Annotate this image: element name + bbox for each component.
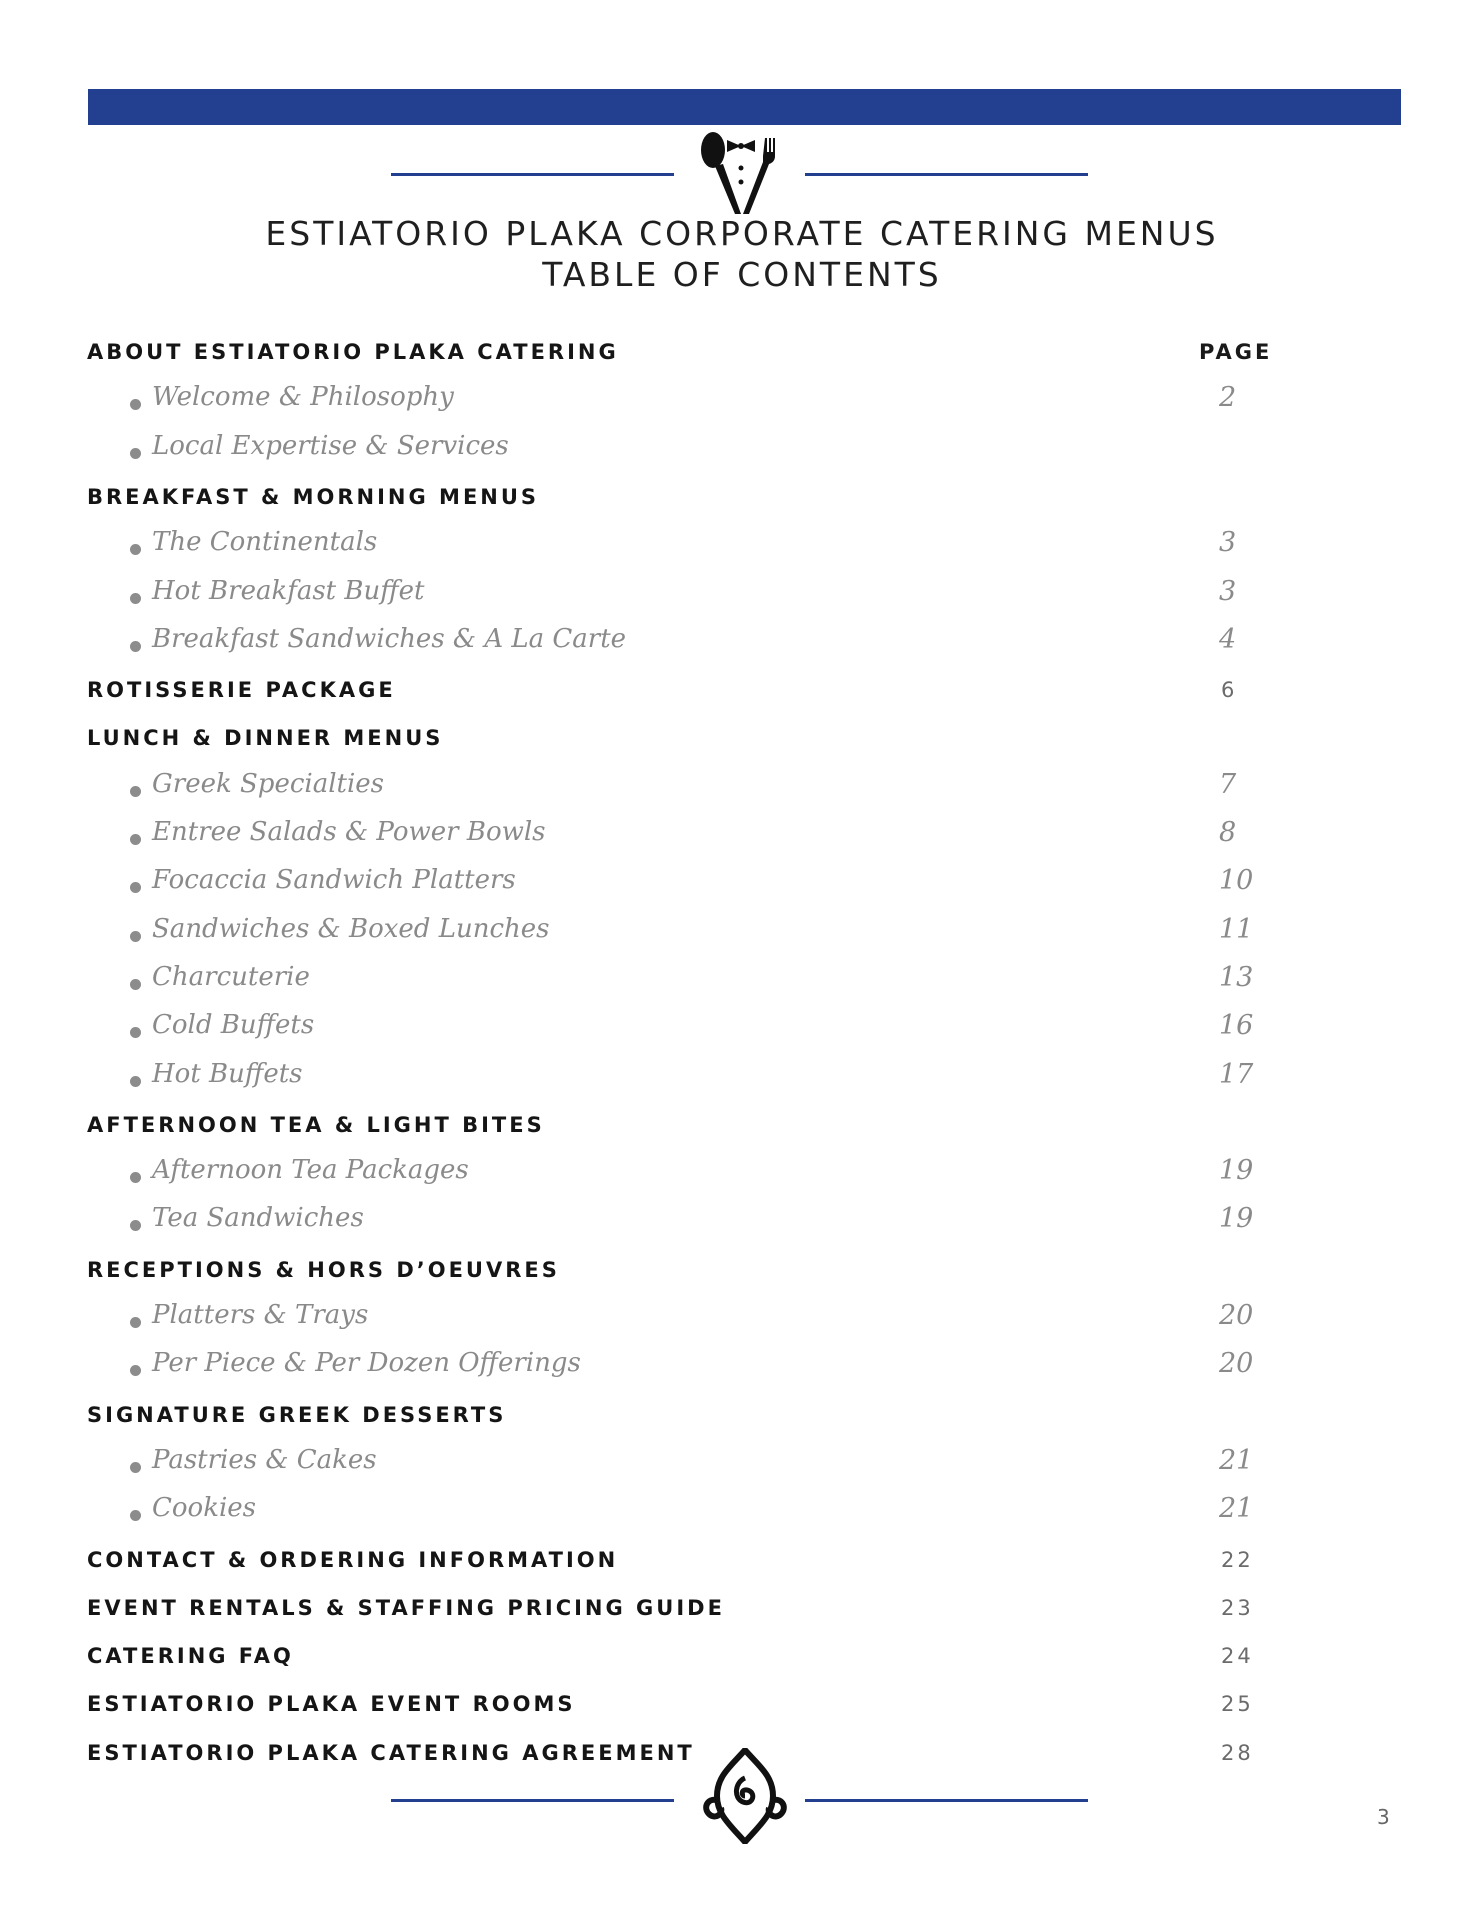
document-title: ESTIATORIO PLAKA CORPORATE CATERING MENUS xyxy=(265,214,1219,253)
toc-item-row xyxy=(0,1348,1484,1394)
toc-item-title: Per Piece & Per Dozen Offerings xyxy=(152,1348,581,1379)
toc-item-row xyxy=(0,1058,1484,1105)
bullet-icon xyxy=(130,1365,141,1376)
toc-section-row xyxy=(0,678,1484,718)
toc-item-page: 11 xyxy=(1219,913,1254,945)
toc-item-title: Tea Sandwiches xyxy=(152,1203,364,1234)
bullet-icon xyxy=(130,1510,141,1521)
toc-item-title: Hot Buffets xyxy=(152,1058,303,1089)
bullet-icon xyxy=(130,979,141,990)
bullet-icon xyxy=(130,641,141,652)
toc-item-title: The Continentals xyxy=(152,527,378,558)
bullet-icon xyxy=(130,1076,141,1087)
toc-item-row xyxy=(0,575,1484,622)
bullet-icon xyxy=(130,1172,141,1183)
toc-section-page: 28 xyxy=(1221,1740,1254,1765)
toc-item-page: 7 xyxy=(1219,768,1237,800)
toc-item-title: Cookies xyxy=(152,1493,256,1524)
toc-section-row xyxy=(0,485,1484,525)
bottom-left-rule xyxy=(391,1799,674,1802)
toc-item-row xyxy=(0,623,1484,670)
page-column-header: PAGE xyxy=(1199,340,1273,364)
toc-section-row xyxy=(0,1403,1484,1443)
page-number: 3 xyxy=(1377,1805,1390,1829)
toc-item-title: Welcome & Philosophy xyxy=(152,382,454,413)
toc-section-title: CONTACT & ORDERING INFORMATION xyxy=(87,1547,619,1572)
toc-item-title: Entree Salads & Power Bowls xyxy=(152,817,546,847)
toc-item-page: 20 xyxy=(1219,1348,1254,1380)
toc-section-row xyxy=(0,340,1484,380)
document-subtitle: TABLE OF CONTENTS xyxy=(542,255,942,294)
greek-swirl-ornament-icon xyxy=(701,1748,789,1844)
toc-item-page: 8 xyxy=(1219,817,1237,848)
toc-item-page: 13 xyxy=(1219,961,1254,993)
toc-section-title: ESTIATORIO PLAKA EVENT ROOMS xyxy=(87,1692,576,1717)
toc-section-title: SIGNATURE GREEK DESSERTS xyxy=(87,1402,507,1427)
toc-section-title: ESTIATORIO PLAKA CATERING AGREEMENT xyxy=(87,1740,695,1765)
toc-section-title: AFTERNOON TEA & LIGHT BITES xyxy=(87,1112,545,1137)
toc-item-row xyxy=(0,913,1484,960)
toc-item-page: 17 xyxy=(1219,1058,1254,1090)
toc-section-page: 24 xyxy=(1221,1644,1254,1669)
bullet-icon xyxy=(130,1462,141,1473)
toc-section-title: ABOUT ESTIATORIO PLAKA CATERING xyxy=(87,340,619,364)
bullet-icon xyxy=(130,593,141,604)
bottom-right-rule xyxy=(805,1799,1088,1802)
toc-item-row xyxy=(0,1493,1484,1539)
bullet-icon xyxy=(130,834,141,845)
bullet-icon xyxy=(130,399,141,410)
toc-section-row xyxy=(0,1692,1484,1732)
toc-item-page: 21 xyxy=(1219,1444,1254,1476)
toc-item-page: 19 xyxy=(1219,1203,1254,1235)
toc-item-page: 16 xyxy=(1219,1010,1254,1042)
toc-item-page: 10 xyxy=(1219,865,1254,897)
bullet-icon xyxy=(130,882,141,893)
toc-section-row xyxy=(0,1644,1484,1684)
bullet-icon xyxy=(130,1220,141,1231)
toc-item-row xyxy=(0,961,1484,1008)
toc-section-title: EVENT RENTALS & STAFFING PRICING GUIDE xyxy=(87,1595,725,1620)
toc-item-row xyxy=(0,527,1484,573)
toc-item-row xyxy=(0,1155,1484,1201)
toc-section-row xyxy=(0,1113,1484,1153)
toc-item-row xyxy=(0,865,1484,911)
toc-item-row xyxy=(0,430,1484,477)
toc-item-page: 4 xyxy=(1219,623,1237,655)
toc-section-row xyxy=(0,1596,1484,1636)
toc-item-title: Afternoon Tea Packages xyxy=(152,1155,469,1186)
toc-section-title: CATERING FAQ xyxy=(87,1644,294,1669)
toc-item-title: Breakfast Sandwiches & A La Carte xyxy=(152,623,627,654)
bullet-icon xyxy=(130,786,141,797)
bullet-icon xyxy=(130,448,141,459)
toc-item-title: Platters & Trays xyxy=(152,1300,369,1330)
toc-section-row xyxy=(0,1548,1484,1588)
toc-item-page: 19 xyxy=(1219,1155,1254,1187)
toc-item-title: Greek Specialties xyxy=(152,768,385,799)
toc-section-title: RECEPTIONS & HORS D’OEUVRES xyxy=(87,1257,560,1282)
toc-item-title: Pastries & Cakes xyxy=(152,1444,377,1475)
bullet-icon xyxy=(130,1317,141,1328)
toc-section-page: 22 xyxy=(1221,1547,1254,1572)
toc-section-page: 25 xyxy=(1221,1692,1254,1717)
toc-section-row xyxy=(0,1258,1484,1298)
toc-item-title: Charcuterie xyxy=(152,961,310,992)
toc-item-title: Sandwiches & Boxed Lunches xyxy=(152,913,550,944)
toc-item-page: 20 xyxy=(1219,1300,1254,1331)
bullet-icon xyxy=(130,931,141,942)
toc-item-row xyxy=(0,382,1484,428)
toc-item-title: Hot Breakfast Buffet xyxy=(152,575,425,606)
toc-item-title: Focaccia Sandwich Platters xyxy=(152,865,516,896)
toc-section-page: 23 xyxy=(1221,1595,1254,1620)
toc-item-title: Local Expertise & Services xyxy=(152,430,509,461)
bullet-icon xyxy=(130,544,141,555)
toc-item-row xyxy=(0,817,1484,863)
toc-item-row xyxy=(0,1444,1484,1491)
toc-section-title: ROTISSERIE PACKAGE xyxy=(87,678,396,703)
toc-section-title: BREAKFAST & MORNING MENUS xyxy=(87,484,540,509)
toc-item-page: 21 xyxy=(1219,1493,1254,1525)
toc-item-row xyxy=(0,1300,1484,1346)
toc-section-page: 6 xyxy=(1221,678,1238,703)
toc-item-row xyxy=(0,768,1484,815)
toc-section-title: LUNCH & DINNER MENUS xyxy=(87,726,444,751)
toc-item-page: 2 xyxy=(1219,382,1237,414)
bullet-icon xyxy=(130,1027,141,1038)
toc-item-title: Cold Buffets xyxy=(152,1010,315,1041)
toc-item-row xyxy=(0,1010,1484,1056)
toc-item-page: 3 xyxy=(1219,527,1237,559)
toc-item-row xyxy=(0,1203,1484,1249)
toc-item-page: 3 xyxy=(1219,575,1237,607)
toc-section-row xyxy=(0,726,1484,766)
